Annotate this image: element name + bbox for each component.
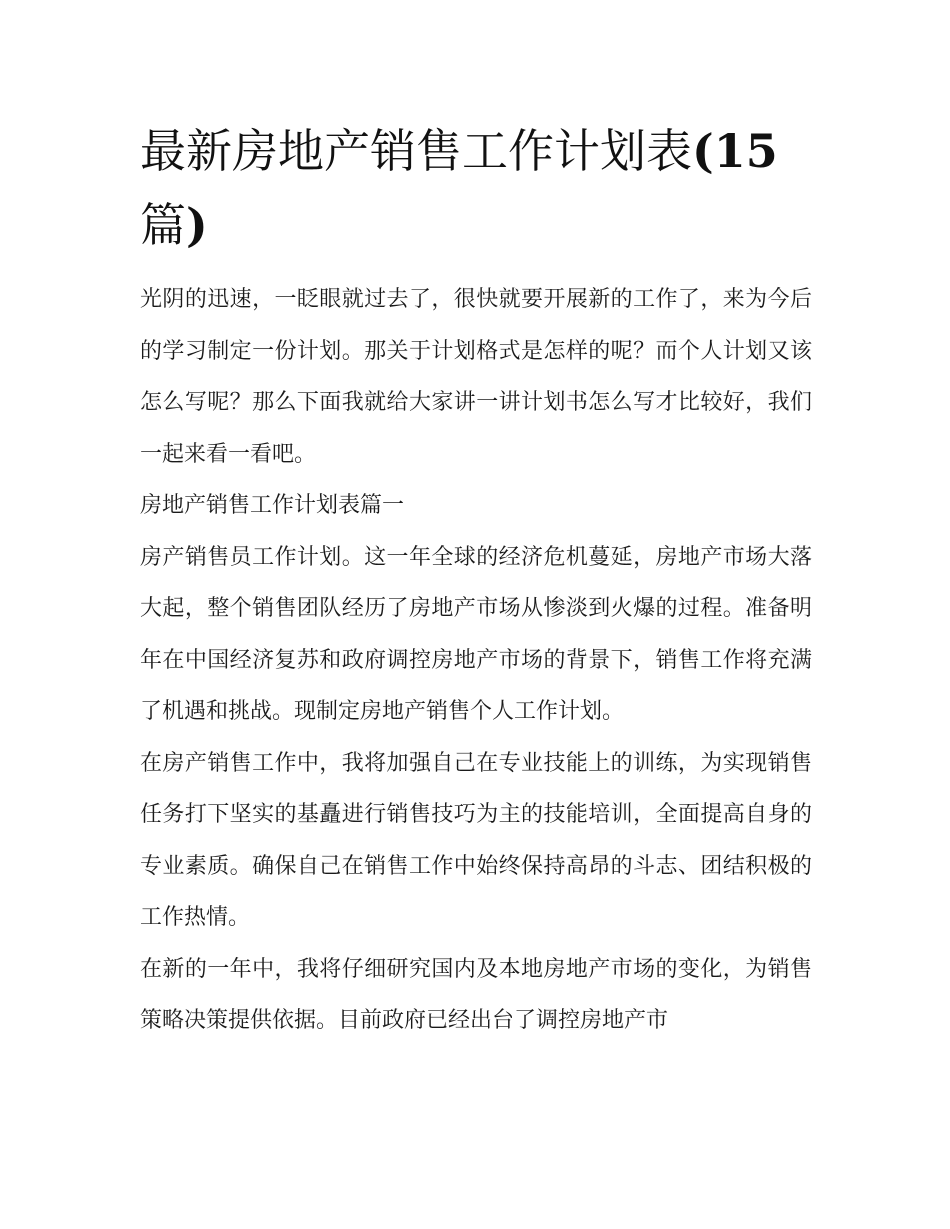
body-paragraph: 房产销售员工作计划。这一年全球的经济危机蔓延，房地产市场大落大起，整个销售团队经历了房地产市场从惨淡到火爆的过程。准备明年在中国经济复苏和政府调控房地产市场的背景下，销售工作将充满了机遇和挑战。现制定房地产销售个人工作计划。 (140, 544, 812, 724)
document-page (140, 114, 812, 1047)
body-paragraph: 在房产销售工作中，我将加强自己在专业技能上的训练，为实现销售任务打下坚实的基矗进行销售技巧为主的技能培训，全面提高自身的专业素质。确保自己在销售工作中始终保持高昂的斗志、团结积极的工作热情。 (140, 750, 812, 930)
document-title (140, 114, 812, 262)
title-text-line2: 篇 (140, 198, 186, 252)
title-text: 最新房地产销售工作计划表 (140, 124, 692, 178)
title-close-paren: ) (186, 198, 208, 252)
body-paragraph: 在新的一年中，我将仔细研究国内及本地房地产市场的变化，为销售策略决策提供依据。目前政府已经出台了调控房地产市 (140, 956, 812, 1033)
intro-paragraph: 光阴的迅速，一眨眼就过去了，很快就要开展新的工作了，来为今后的学习制定一份计划。那关于计划格式是怎样的呢？而个人计划又该怎么写呢？那么下面我就给大家讲一讲计划书怎么写才比较好，我们一起来看一看吧。 (140, 287, 812, 467)
section-heading: 房地产销售工作计划表篇一 (140, 493, 405, 518)
title-count: (15 (692, 124, 778, 178)
document-body (140, 274, 812, 1047)
